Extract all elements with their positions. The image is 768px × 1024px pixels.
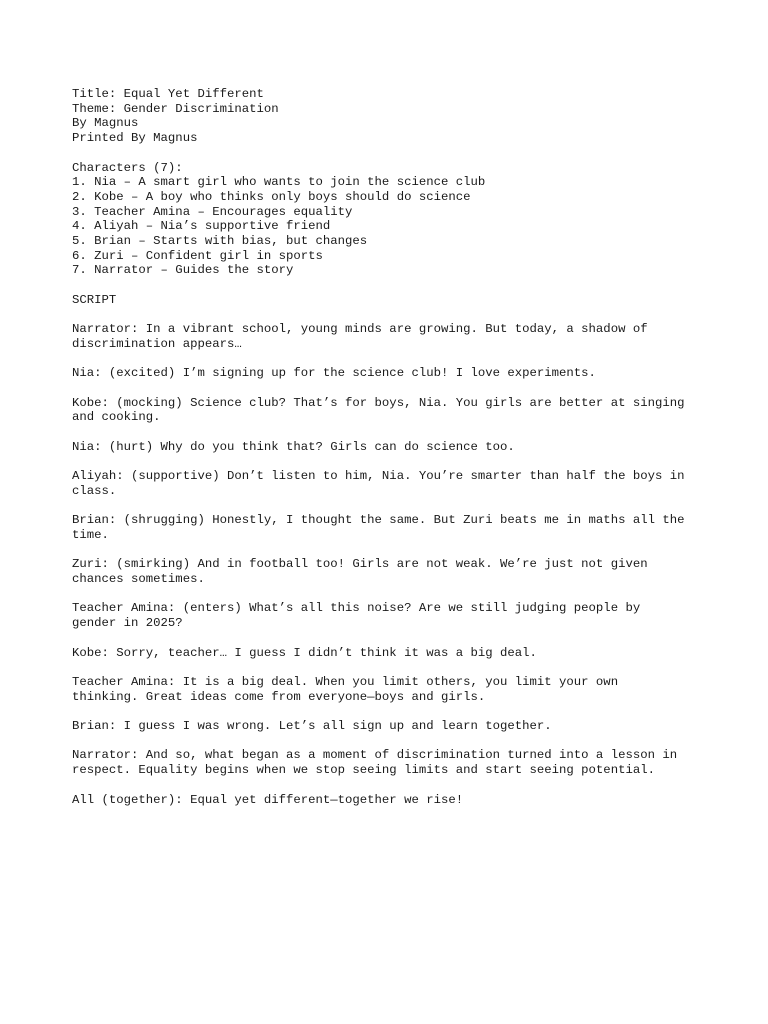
character-item: 1. Nia – A smart girl who wants to join the science club	[72, 175, 486, 190]
script-heading: SCRIPT	[72, 292, 117, 307]
document-page	[72, 87, 712, 822]
character-item: 2. Kobe – A boy who thinks only boys should do science	[72, 189, 471, 204]
script-line: All (together): Equal yet different—together we rise!	[72, 792, 464, 807]
script-line: Teacher Amina: (enters) What’s all this noise? Are we still judging people by gender in 2025?	[72, 601, 641, 631]
script-line: Nia: (excited) I’m signing up for the science club! I love experiments.	[72, 366, 596, 381]
printed-by-line: Printed By Magnus	[72, 131, 198, 146]
characters-block	[72, 161, 712, 279]
script-line: Brian: I guess I was wrong. Let’s all sign up and learn together.	[72, 719, 552, 734]
character-item: 3. Teacher Amina – Encourages equality	[72, 204, 353, 219]
theme-line: Theme: Gender Discrimination	[72, 101, 279, 116]
script-line: Zuri: (smirking) And in football too! Girls are not weak. We’re just not given chances sometimes.	[72, 557, 648, 587]
script-line: Narrator: In a vibrant school, young minds are growing. But today, a shadow of discrimination appears…	[72, 322, 648, 351]
characters-heading: Characters (7):	[72, 160, 183, 175]
character-item: 5. Brian – Starts with bias, but changes	[72, 234, 368, 249]
character-item: 6. Zuri – Confident girl in sports	[72, 248, 323, 263]
script-heading-block	[72, 293, 712, 308]
script-line: Narrator: And so, what began as a moment of discrimination turned into a lesson in respect. Equality begins when we stop seeing limits and start seeing potential.	[72, 748, 678, 778]
title-line: Title: Equal Yet Different	[72, 87, 264, 101]
author-line: By Magnus	[72, 116, 139, 131]
script-line: Kobe: Sorry, teacher… I guess I didn’t think it was a big deal.	[72, 645, 537, 660]
script-body	[72, 322, 712, 807]
script-line: Teacher Amina: It is a big deal. When you limit others, you limit your own thinking. Great ideas come from everyone—boys and girls.	[72, 674, 619, 704]
script-line: Nia: (hurt) Why do you think that? Girls can do science too.	[72, 439, 515, 454]
character-item: 4. Aliyah – Nia’s supportive friend	[72, 219, 331, 234]
script-line: Kobe: (mocking) Science club? That’s for boys, Nia. You girls are better at singing and cooking.	[72, 395, 685, 425]
character-item: 7. Narrator – Guides the story	[72, 263, 294, 278]
header-block	[72, 87, 712, 146]
script-line: Aliyah: (supportive) Don’t listen to him, Nia. You’re smarter than half the boys in class.	[72, 469, 685, 498]
script-line: Brian: (shrugging) Honestly, I thought the same. But Zuri beats me in maths all the time.	[72, 513, 685, 542]
